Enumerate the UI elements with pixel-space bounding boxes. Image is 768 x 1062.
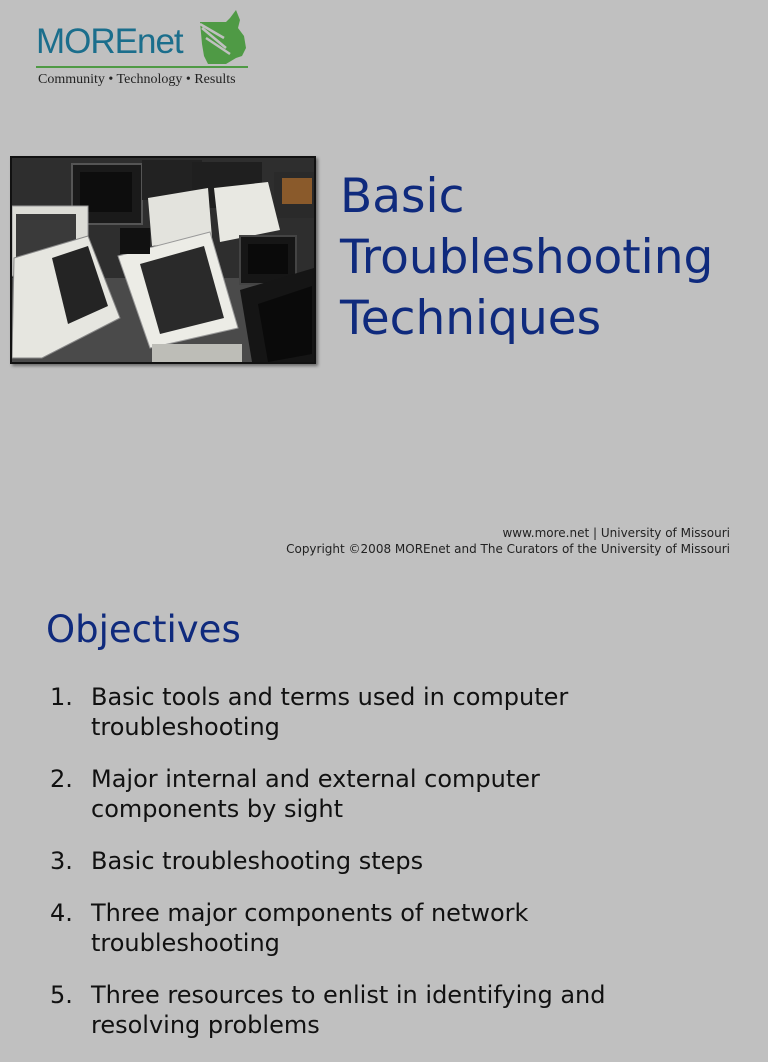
title-line: Basic [340,169,465,224]
slide-title [340,166,765,349]
item-text: Three major components of network troubleshooting [91,899,529,957]
item-text: Basic tools and terms used in computer troubleshooting [91,683,569,741]
crt-monitors-photo [10,156,316,364]
item-text: Major internal and external computer components by sight [91,765,540,823]
title-line: Troubleshooting [340,230,714,285]
footer-copyright-line: Copyright ©2008 MOREnet and The Curators of the University of Missouri [286,542,730,556]
list-item [50,764,690,824]
list-item [50,898,690,958]
slide-footer [286,525,730,557]
morenet-logo [36,8,256,88]
list-item [50,846,690,876]
item-number: 2. [50,765,73,793]
missouri-state-icon [196,8,248,70]
objectives-list [50,682,690,1062]
item-number: 4. [50,899,73,927]
logo-tagline: Community • Technology • Results [38,72,236,87]
logo-underline [36,66,248,68]
item-number: 3. [50,847,73,875]
item-text: Basic troubleshooting steps [91,847,424,875]
objectives-slide [0,586,768,1039]
list-item [50,980,690,1040]
item-text: Three resources to enlist in identifying and resolving problems [91,981,606,1039]
objectives-heading: Objectives [46,608,241,651]
logo-wordmark: MOREnet [36,22,183,61]
footer-url-line: www.more.net | University of Missouri [502,526,730,540]
list-item [50,682,690,742]
title-line: Techniques [340,291,602,346]
item-number: 5. [50,981,73,1009]
item-number: 1. [50,683,73,711]
